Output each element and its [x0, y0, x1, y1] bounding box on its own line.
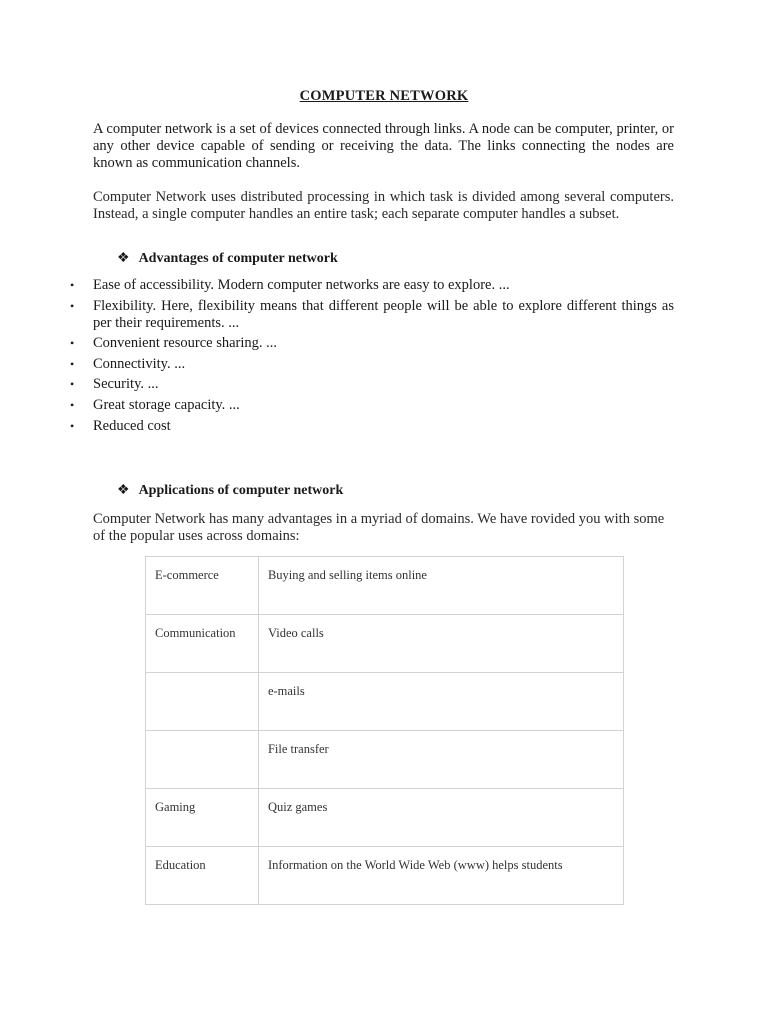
list-item-text: Great storage capacity. ... — [93, 396, 240, 413]
advantages-list — [0, 277, 768, 438]
domain-cell — [146, 731, 259, 789]
domain-cell: Gaming — [146, 789, 259, 847]
bullet-icon: • — [70, 336, 75, 351]
list-item-text: Reduced cost — [93, 417, 171, 434]
applications-table — [145, 556, 624, 905]
bullet-icon: • — [70, 418, 75, 433]
list-item-text: Flexibility. Here, flexibility means that different people will be able to explore different things as per their requirements. ... — [93, 297, 674, 331]
applications-intro: Computer Network has many advantages in a myriad of domains. We have rovided you with some of the popular uses across domains: — [93, 511, 665, 544]
use-cell: File transfer — [258, 731, 623, 789]
use-cell: Video calls — [258, 615, 623, 673]
list-item-text: Connectivity. ... — [93, 355, 186, 372]
list-item — [0, 335, 674, 352]
processing-paragraph: Computer Network uses distributed processing in which task is divided among several computers. Instead, a single computer handles an entire task; each separate computer handles a subset. — [93, 189, 674, 222]
list-item-text: Security. ... — [93, 376, 159, 393]
page-title: COMPUTER NETWORK — [299, 88, 469, 104]
table-row — [146, 557, 624, 615]
domain-cell: E-commerce — [146, 557, 259, 615]
list-item — [0, 397, 674, 414]
list-item — [0, 376, 674, 393]
applications-heading-text: Applications of computer network — [138, 482, 344, 498]
list-item — [0, 356, 674, 373]
use-cell: Quiz games — [258, 789, 623, 847]
domain-cell: Education — [146, 847, 259, 905]
list-item-text: Ease of accessibility. Modern computer networks are easy to explore. ... — [93, 277, 510, 293]
table-row — [146, 731, 624, 789]
use-cell: Information on the World Wide Web (www) helps students — [258, 847, 623, 905]
table-row — [146, 615, 624, 673]
table-row — [146, 673, 624, 731]
list-item-text: Convenient resource sharing. ... — [93, 335, 278, 352]
table-row — [146, 789, 624, 847]
list-item — [0, 418, 674, 435]
list-item — [0, 298, 674, 332]
applications-heading — [117, 482, 343, 499]
bullet-icon: • — [70, 356, 75, 371]
table-row — [146, 847, 624, 905]
intro-paragraph: A computer network is a set of devices connected through links. A node can be computer, printer, or any other device capable of sending or receiving the data. The links connecting the nodes are known as communication channels. — [93, 121, 674, 171]
advantages-heading — [117, 250, 338, 267]
bullet-icon: • — [70, 377, 75, 392]
domain-cell — [146, 673, 259, 731]
diamond-bullet-icon: ❖ — [117, 483, 130, 498]
bullet-icon: • — [70, 298, 75, 313]
bullet-icon: • — [70, 397, 75, 412]
diamond-bullet-icon: ❖ — [117, 251, 130, 266]
domain-cell: Communication — [146, 615, 259, 673]
list-item — [0, 277, 674, 294]
advantages-heading-text: Advantages of computer network — [138, 250, 338, 266]
bullet-icon: • — [70, 278, 75, 292]
use-cell: e-mails — [258, 673, 623, 731]
use-cell: Buying and selling items online — [258, 557, 623, 615]
